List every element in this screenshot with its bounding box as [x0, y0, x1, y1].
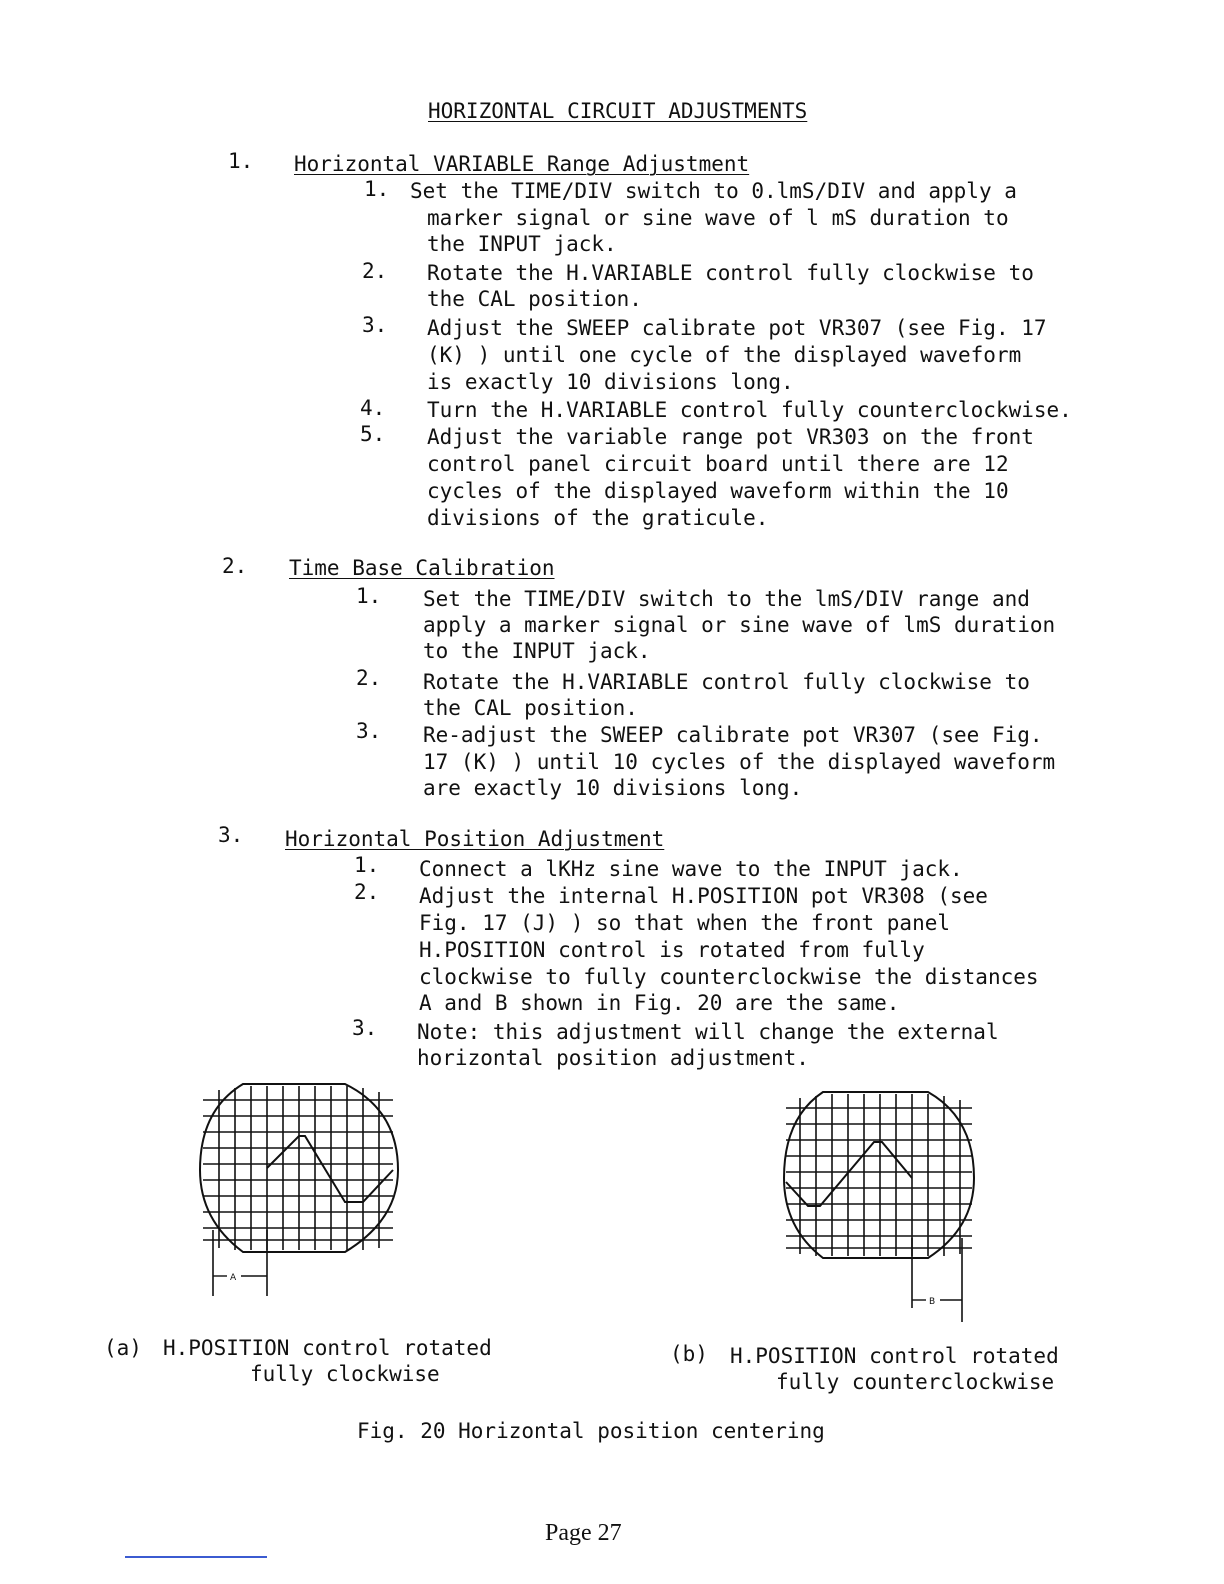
step-text: Re-adjust the SWEEP calibrate pot VR307 (see Fig. — [423, 723, 1043, 747]
page-title: HORIZONTAL CIRCUIT ADJUSTMENTS — [428, 99, 808, 123]
step-text: Fig. 17 (J) ) so that when the front panel — [419, 911, 951, 935]
section-number: 3. — [218, 823, 244, 847]
step-text: Connect a lKHz sine wave to the INPUT jack. — [419, 857, 963, 881]
section-heading: Time Base Calibration — [289, 556, 555, 580]
step-text: horizontal position adjustment. — [417, 1046, 809, 1070]
step-number: 3. — [352, 1016, 378, 1040]
caption-b-line2: fully counterclockwise — [776, 1370, 1055, 1394]
scope-figure-b — [778, 1088, 983, 1328]
step-text: Rotate the H.VARIABLE control fully clockwise to — [423, 670, 1030, 694]
caption-a-label: (a) — [104, 1336, 142, 1360]
step-text: Adjust the variable range pot VR303 on the front — [427, 425, 1034, 449]
step-number: 4. — [360, 396, 386, 420]
step-text: Adjust the SWEEP calibrate pot VR307 (see Fig. 17 — [427, 316, 1047, 340]
caption-b-label: (b) — [670, 1342, 708, 1366]
step-text: are exactly 10 divisions long. — [423, 776, 803, 800]
scope-figure-a — [195, 1080, 405, 1305]
step-number: 3. — [356, 719, 382, 743]
step-text: (K) ) until one cycle of the displayed waveform — [427, 343, 1022, 367]
step-text: Rotate the H.VARIABLE control fully clockwise to — [427, 261, 1034, 285]
graticule-grid — [786, 1094, 972, 1256]
section-number: 2. — [222, 554, 248, 578]
caption-b-line1: H.POSITION control rotated — [730, 1344, 1059, 1368]
marker-a-label: A — [230, 1273, 237, 1283]
step-text: cycles of the displayed waveform within the 10 — [427, 479, 1009, 503]
step-text: Set the TIME/DIV switch to the lmS/DIV range and — [423, 587, 1030, 611]
step-number: 1. — [354, 853, 380, 877]
step-text: control panel circuit board until there are 12 — [427, 452, 1009, 476]
step-number: 1. — [364, 177, 390, 201]
marker-b-label: B — [929, 1297, 936, 1307]
step-text: divisions of the graticule. — [427, 506, 769, 530]
step-text: clockwise to fully counterclockwise the distances — [419, 965, 1039, 989]
step-text: marker signal or sine wave of l mS duration to — [427, 206, 1009, 230]
step-number: 2. — [356, 666, 382, 690]
caption-a-line2: fully clockwise — [250, 1362, 440, 1386]
step-text: apply a marker signal or sine wave of lmS duration — [423, 613, 1056, 637]
footer-rule — [125, 1556, 267, 1558]
step-number: 2. — [354, 880, 380, 904]
step-text: Set the TIME/DIV switch to 0.lmS/DIV and apply a — [410, 179, 1017, 203]
sine-waveform — [267, 1136, 393, 1202]
step-text: Note: this adjustment will change the external — [417, 1020, 999, 1044]
step-text: 17 (K) ) until 10 cycles of the displayed waveform — [423, 750, 1056, 774]
section-heading: Horizontal Position Adjustment — [285, 827, 665, 851]
step-number: 5. — [360, 422, 386, 446]
section-heading: Horizontal VARIABLE Range Adjustment — [294, 152, 750, 176]
step-text: Turn the H.VARIABLE control fully counterclockwise. — [427, 398, 1072, 422]
step-text: H.POSITION control is rotated from fully — [419, 938, 925, 962]
step-text: Adjust the internal H.POSITION pot VR308 (see — [419, 884, 988, 908]
step-number: 2. — [362, 259, 388, 283]
step-number: 1. — [356, 584, 382, 608]
step-text: is exactly 10 divisions long. — [427, 370, 794, 394]
step-number: 3. — [362, 313, 388, 337]
step-text: the INPUT jack. — [427, 232, 617, 256]
sine-waveform — [786, 1142, 912, 1206]
figure-caption: Fig. 20 Horizontal position centering — [357, 1419, 825, 1443]
graticule-grid — [203, 1086, 393, 1250]
caption-a-line1: H.POSITION control rotated — [163, 1336, 492, 1360]
section-number: 1. — [228, 149, 254, 173]
page-number: Page 27 — [545, 1520, 622, 1546]
step-text: the CAL position. — [427, 287, 642, 311]
step-text: A and B shown in Fig. 20 are the same. — [419, 991, 900, 1015]
step-text: the CAL position. — [423, 696, 638, 720]
step-text: to the INPUT jack. — [423, 639, 651, 663]
crt-outline — [784, 1092, 974, 1258]
